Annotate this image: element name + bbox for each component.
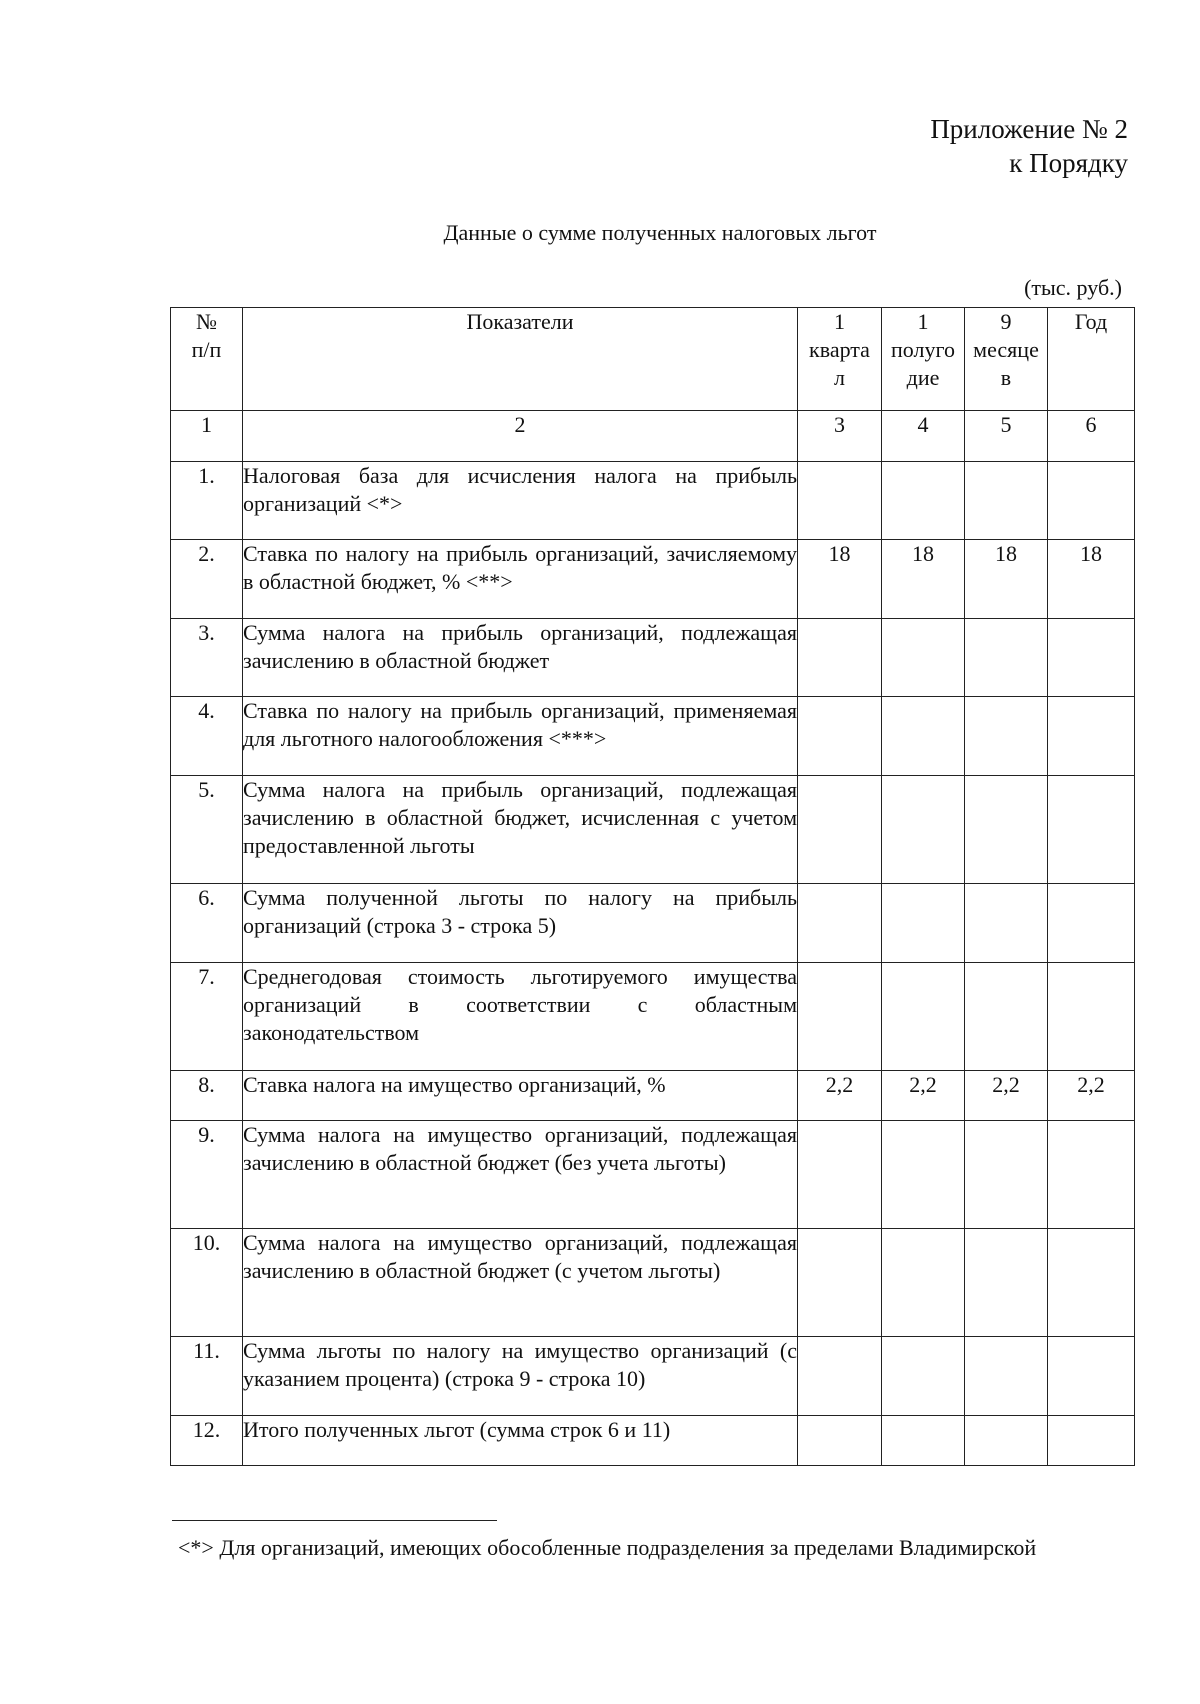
column-number: 1: [171, 411, 243, 462]
table-row: [171, 1416, 1135, 1466]
value-quarter: [798, 1337, 882, 1416]
value-year: [1048, 1229, 1135, 1337]
table-row: [171, 963, 1135, 1071]
value-half-year: [882, 462, 965, 540]
table-row: [171, 697, 1135, 776]
row-indicator: Ставка по налогу на прибыль организаций, зачисляемому в областной бюджет, % <**>: [243, 540, 798, 619]
column-number: 5: [965, 411, 1048, 462]
value-half-year: [882, 1229, 965, 1337]
value-quarter: [798, 1121, 882, 1229]
value-half-year: [882, 1416, 965, 1466]
value-half-year: [882, 1121, 965, 1229]
row-indicator: Сумма налога на прибыль организаций, подлежащая зачислению в областной бюджет: [243, 619, 798, 697]
value-half-year: 2,2: [882, 1071, 965, 1121]
value-nine-months: [965, 1337, 1048, 1416]
table-row: [171, 776, 1135, 884]
row-number: 2.: [171, 540, 243, 619]
footnote: <*> Для организаций, имеющих обособленные подразделения за пределами Владимирской: [178, 1535, 1037, 1560]
value-half-year: [882, 697, 965, 776]
value-quarter: 18: [798, 540, 882, 619]
appendix-number: Приложение № 2: [930, 114, 1128, 144]
header-indicator: Показатели: [243, 308, 798, 411]
row-indicator: Сумма налога на имущество организаций, подлежащая зачислению в областной бюджет (без учета льготы): [243, 1121, 798, 1229]
table-row: [171, 540, 1135, 619]
value-half-year: 18: [882, 540, 965, 619]
table-row: [171, 1071, 1135, 1121]
row-number: 7.: [171, 963, 243, 1071]
row-number: 9.: [171, 1121, 243, 1229]
value-year: [1048, 697, 1135, 776]
row-indicator: Ставка налога на имущество организаций, %: [243, 1071, 798, 1121]
row-indicator: Сумма полученной льготы по налогу на прибыль организаций (строка 3 - строка 5): [243, 884, 798, 963]
value-half-year: [882, 776, 965, 884]
value-half-year: [882, 963, 965, 1071]
value-nine-months: [965, 1416, 1048, 1466]
table-row: [171, 462, 1135, 540]
table-row: [171, 1121, 1135, 1229]
row-number: 11.: [171, 1337, 243, 1416]
value-half-year: [882, 884, 965, 963]
row-number: 4.: [171, 697, 243, 776]
row-indicator: Налоговая база для исчисления налога на прибыль организаций <*>: [243, 462, 798, 540]
value-year: [1048, 1337, 1135, 1416]
value-quarter: [798, 963, 882, 1071]
table-header-row: [171, 308, 1135, 411]
row-indicator: Сумма налога на имущество организаций, подлежащая зачислению в областной бюджет (с учетом льготы): [243, 1229, 798, 1337]
value-nine-months: [965, 963, 1048, 1071]
table-row: [171, 1229, 1135, 1337]
value-year: 18: [1048, 540, 1135, 619]
value-year: [1048, 963, 1135, 1071]
units-label: (тыс. руб.): [1024, 275, 1122, 300]
column-number: 4: [882, 411, 965, 462]
value-nine-months: [965, 619, 1048, 697]
value-nine-months: [965, 1229, 1048, 1337]
row-number: 5.: [171, 776, 243, 884]
row-indicator: Итого полученных льгот (сумма строк 6 и 11): [243, 1416, 798, 1466]
value-year: [1048, 462, 1135, 540]
table-row: [171, 1337, 1135, 1416]
table-row: [171, 884, 1135, 963]
value-nine-months: 2,2: [965, 1071, 1048, 1121]
table-row: [171, 619, 1135, 697]
value-quarter: 2,2: [798, 1071, 882, 1121]
value-nine-months: [965, 776, 1048, 884]
row-number: 1.: [171, 462, 243, 540]
document-title: Данные о сумме полученных налоговых льгот: [443, 220, 877, 245]
value-quarter: [798, 697, 882, 776]
footnote-divider: [172, 1520, 497, 1521]
header-number: № п/п: [171, 308, 243, 411]
value-quarter: [798, 1416, 882, 1466]
value-nine-months: [965, 1121, 1048, 1229]
value-half-year: [882, 619, 965, 697]
header-quarter: 1 кварта л: [798, 308, 882, 411]
value-quarter: [798, 1229, 882, 1337]
value-nine-months: [965, 884, 1048, 963]
value-year: [1048, 884, 1135, 963]
header-half-year: 1 полуго дие: [882, 308, 965, 411]
column-number: 2: [243, 411, 798, 462]
tax-benefits-table: [170, 307, 1135, 1466]
value-year: [1048, 776, 1135, 884]
value-half-year: [882, 1337, 965, 1416]
row-indicator: Среднегодовая стоимость льготируемого имущества организаций в соответствии с областным законодательством: [243, 963, 798, 1071]
row-indicator: Сумма льготы по налогу на имущество организаций (с указанием процента) (строка 9 - строка 10): [243, 1337, 798, 1416]
column-number: 3: [798, 411, 882, 462]
value-quarter: [798, 462, 882, 540]
value-year: [1048, 1416, 1135, 1466]
row-number: 6.: [171, 884, 243, 963]
value-nine-months: 18: [965, 540, 1048, 619]
value-year: 2,2: [1048, 1071, 1135, 1121]
value-nine-months: [965, 462, 1048, 540]
value-quarter: [798, 884, 882, 963]
row-indicator: Сумма налога на прибыль организаций, подлежащая зачислению в областной бюджет, исчисленная с учетом предоставленной льготы: [243, 776, 798, 884]
column-number-row: [171, 411, 1135, 462]
value-quarter: [798, 619, 882, 697]
row-indicator: Ставка по налогу на прибыль организаций, применяемая для льготного налогообложения <***>: [243, 697, 798, 776]
row-number: 12.: [171, 1416, 243, 1466]
header-year: Год: [1048, 308, 1135, 411]
column-number: 6: [1048, 411, 1135, 462]
value-year: [1048, 1121, 1135, 1229]
header-nine-months: 9 месяце в: [965, 308, 1048, 411]
value-year: [1048, 619, 1135, 697]
appendix-reference: к Порядку: [1009, 148, 1128, 178]
value-quarter: [798, 776, 882, 884]
value-nine-months: [965, 697, 1048, 776]
row-number: 3.: [171, 619, 243, 697]
appendix-header: [930, 112, 1128, 180]
row-number: 8.: [171, 1071, 243, 1121]
row-number: 10.: [171, 1229, 243, 1337]
